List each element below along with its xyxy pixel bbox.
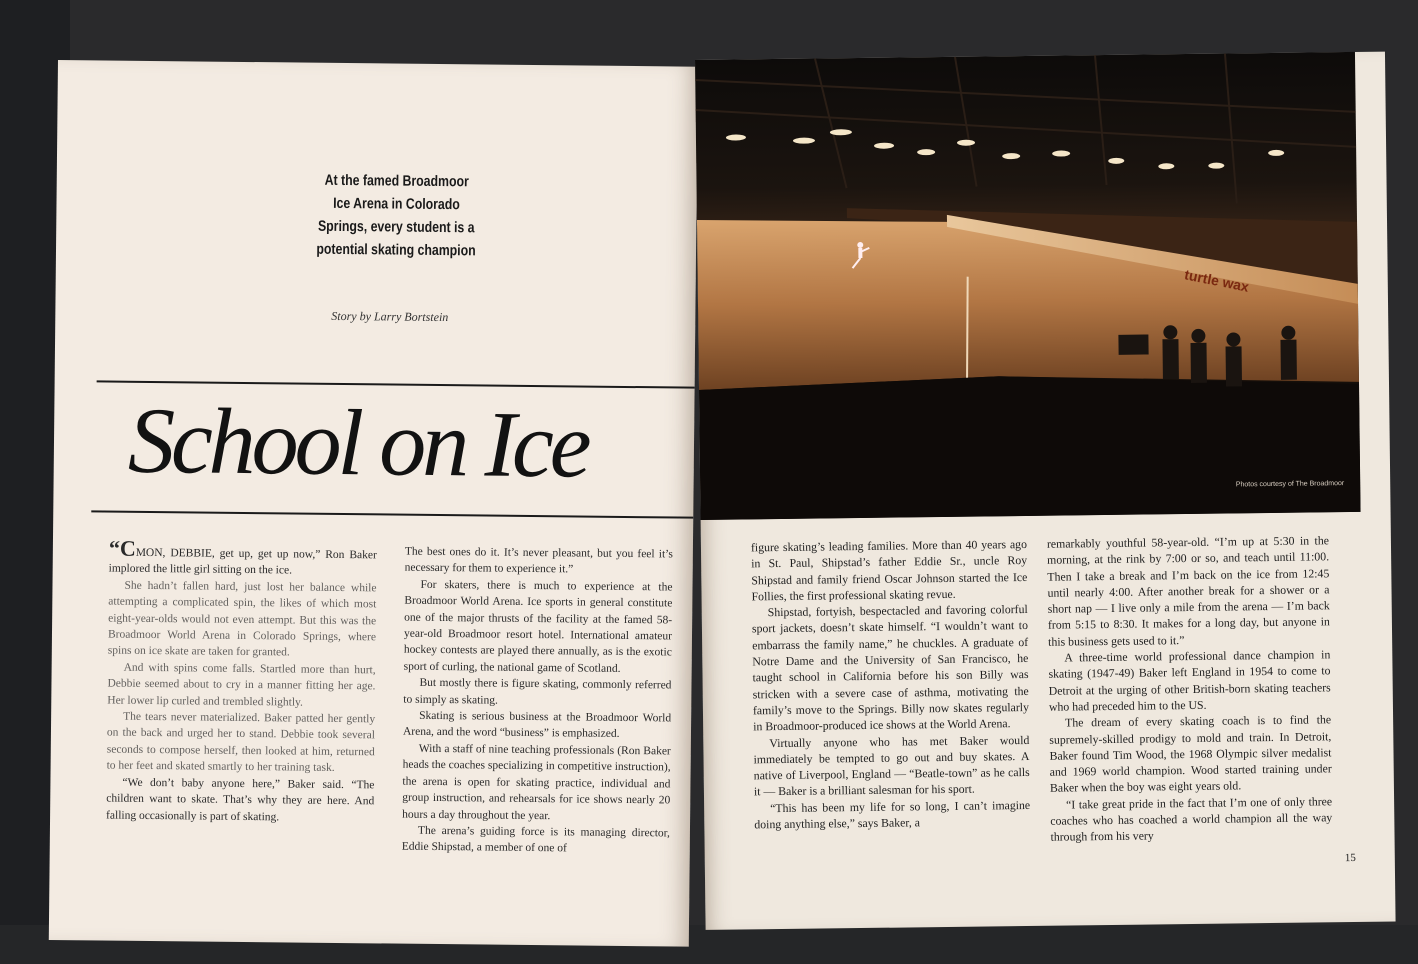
paragraph: The tears never materialized. Baker patted her gently on the back and urged her to stand. Debbie took several seconds to compose herself, then looked at him, returned to her feet and skated smartly to her training task. xyxy=(106,710,376,775)
arena-photo xyxy=(695,52,1361,520)
paragraph: For skaters, there is much to experience at the Broadmoor World Arena. Ice sports in general constitute one of the major thrusts of the facility at the famed 58-year-old Broadmoor resort hotel. International amateur hockey contests are played there annually, as is the exotic sport of curling, the national game of Scotland. xyxy=(403,578,673,675)
right-page xyxy=(695,52,1396,930)
paragraph: “This has been my life for so long, I can’t imagine doing anything else,” says Baker, a xyxy=(754,797,1031,832)
paragraph-text: MON, DEBBIE, get up, get up now,” Ron Baker implored the little girl sitting on the ice. xyxy=(108,546,377,577)
roof-trusses xyxy=(695,52,1357,210)
paragraph: And with spins come falls. Startled more than hurt, Debbie seemed about to cry in a manner fitting her age. Her lower lip curled and trembled slightly. xyxy=(107,661,376,709)
headline: School on Ice xyxy=(127,388,589,498)
paragraph: The arena’s guiding force is its managing director, Eddie Shipstad, a member of one of xyxy=(401,824,670,855)
page-number: 15 xyxy=(1344,851,1356,865)
paragraph: She hadn’t fallen hard, just lost her balance while attempting a complicated spin, the likes of which most eight-year-olds would not even attempt. But this was the Broadmoor World Arena in Colorado Springs, where spins on ice skate are taken for granted. xyxy=(107,579,377,659)
drop-cap: “C xyxy=(108,535,136,561)
right-column-2 xyxy=(1047,532,1333,845)
paragraph: remarkably youthful 58-year-old. “I’m up at 5:30 in the morning, at the rink by 7:00 or so, and teach until 11:00. Then I take a break and I’m back on the ice from 12:45 until nearly 4:00. After another break for a shower or a short nap — I live only a mile from the arena — I’m back from 5:15 to 8:30. It makes for a long day, but anyone in this business gets used to it.” xyxy=(1046,533,1330,649)
paragraph: The best ones do it. It’s never pleasant, but you feel it’s necessary for them to experience it.” xyxy=(404,545,673,576)
paragraph: A three-time world professional dance champion in skating (1947-49) Baker left England in 1954 to come to Detroit at the urging of other British-born skating teachers who had preceded him to the US. xyxy=(1048,647,1331,714)
article-deck: At the famed Broadmoor Ice Arena in Colorado Springs, every student is a potential skating champion xyxy=(316,171,476,260)
foreground-shadow xyxy=(699,372,1361,520)
paragraph: The dream of every skating coach is to find the supremely-skilled prodigy to mold and train. In Detroit, Baker found Tim Wood, the 1968 Olympic silver medalist and 1969 world champion. Wood started training under Baker when the boy was eight years old. xyxy=(1049,712,1332,796)
photo-credit: Photos courtesy of The Broadmoor xyxy=(1235,480,1345,489)
left-page xyxy=(49,60,698,947)
paragraph xyxy=(108,535,377,581)
paragraph: Virtually anyone who has met Baker would immediately be tempted to go out and buy skates. A native of Liverpool, England — “Beatle-town” as he calls it — Baker is a brilliant salesman for his sport. xyxy=(753,732,1030,799)
right-column-1 xyxy=(751,536,1031,833)
ceiling-lights xyxy=(726,124,1284,175)
paragraph: But mostly there is figure skating, commonly referred to simply as skating. xyxy=(403,677,672,707)
left-column-2 xyxy=(402,544,673,859)
left-column-1 xyxy=(106,535,377,827)
arena-illustration xyxy=(695,52,1361,520)
paragraph: figure skating’s leading families. More than 40 years ago in St. Paul, Shipstad’s father Eddie Sr., uncle Roy Shipstad and family friend Oscar Johnson started the Ice Follies, the first professional skating revue. xyxy=(750,536,1028,604)
banner-text: turtle wax xyxy=(1183,266,1251,295)
paragraph: Shipstad, fortyish, bespectacled and favoring colorful sport jackets, doesn’t skate himself. “I wouldn’t want to embarrass the family name,” he chuckles. A graduate of Notre Dame and the University of San Francisco, he taught school in California before his son Billy was stricken with a severe case of asthma, motivating the family’s move to the Springs. Billy now skates regularly in Broadmoor-produced ice shows at the World Arena. xyxy=(751,602,1030,734)
headline-rule-top xyxy=(97,380,695,388)
paragraph: “I take great pride in the fact that I’m one of only three coaches who has coached a world champion all the way through from his very xyxy=(1050,794,1333,845)
byline: Story by Larry Bortstein xyxy=(331,308,449,325)
paragraph: Skating is serious business at the Broadmoor World Arena, and the word “business” is emphasized. xyxy=(402,709,672,741)
paragraph: With a staff of nine teaching professionals (Ron Baker heads the coaches specializing in competitive instruction), the arena is open for skating practice, individual and group instruction, and rehearsals for ice shows nearly 20 hours a day throughout the year. xyxy=(402,742,671,822)
paragraph: “We don’t baby anyone here,” Baker said. “The children want to skate. That’s why they are here. And falling occasionally is part of skating. xyxy=(106,776,375,823)
headline-rule-bottom xyxy=(91,510,693,518)
